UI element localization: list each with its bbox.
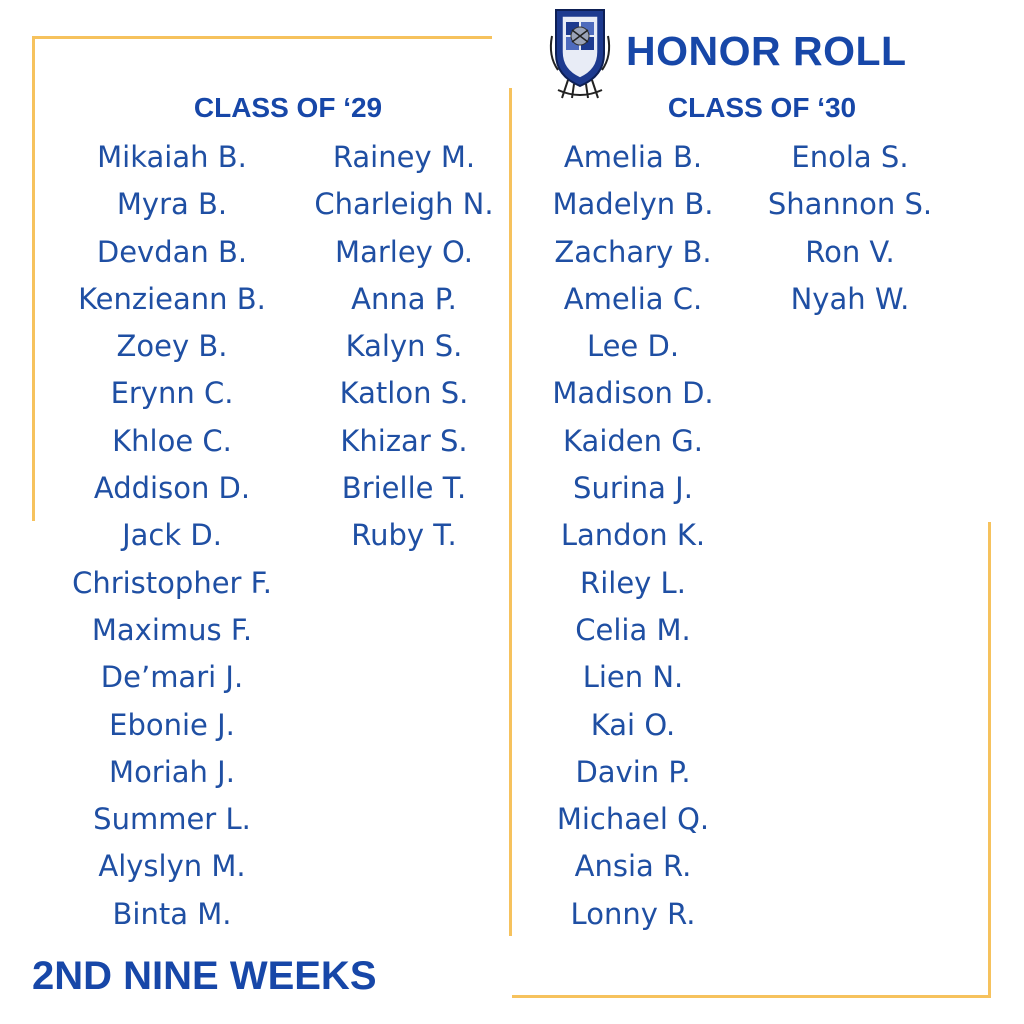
student-name: Ruby T.: [351, 518, 457, 553]
page-title: HONOR ROLL: [626, 28, 907, 74]
student-name: Davin P.: [575, 754, 691, 789]
class-30-list-col2: [768, 134, 932, 323]
student-name: Summer L.: [93, 802, 251, 837]
frame-right: [988, 522, 991, 998]
student-name: Zachary B.: [554, 234, 712, 269]
student-name: Katlon S.: [339, 376, 469, 411]
student-name: Lien N.: [582, 660, 684, 695]
student-name: Zoey B.: [116, 329, 228, 364]
student-name: Binta M.: [112, 896, 232, 931]
class-29-list-col1: [72, 134, 272, 938]
student-name: Madelyn B.: [552, 187, 714, 222]
student-name: Alyslyn M.: [98, 849, 246, 884]
student-name: Amelia B.: [563, 140, 703, 174]
student-name: Lee D.: [586, 329, 680, 364]
student-name: Devdan B.: [96, 234, 248, 269]
school-crest-icon: [546, 6, 614, 100]
student-name: Anna P.: [351, 281, 457, 316]
student-name: Addison D.: [93, 471, 251, 506]
class-30-heading: CLASS OF ‘30: [667, 92, 857, 123]
student-name: Ansia R.: [574, 849, 692, 884]
class-29-heading: CLASS OF ‘29: [193, 92, 383, 123]
student-name: Surina J.: [573, 471, 693, 506]
frame-bottom: [512, 995, 991, 998]
student-name: Landon K.: [560, 518, 706, 553]
student-name: Khloe C.: [112, 423, 232, 458]
student-name: Christopher F.: [72, 565, 272, 600]
student-name: Charleigh N.: [314, 187, 494, 222]
class-30-list-col1: [552, 134, 713, 938]
student-name: Erynn C.: [110, 376, 234, 411]
class-29-list-col2: [314, 134, 493, 560]
student-name: Moriah J.: [109, 754, 235, 789]
student-name: Myra B.: [116, 187, 228, 222]
student-name: Madison D.: [552, 376, 714, 411]
student-name: Ron V.: [805, 234, 895, 269]
student-name: Kalyn S.: [345, 329, 463, 364]
student-name: Brielle T.: [341, 471, 467, 506]
frame-top: [32, 36, 492, 39]
student-name: Michael Q.: [556, 802, 710, 837]
student-name: Nyah W.: [790, 281, 910, 316]
student-name: Riley L.: [580, 565, 686, 600]
student-name: Mikaiah B.: [97, 140, 247, 174]
student-name: Kenzieann B.: [78, 281, 266, 316]
student-name: Kaiden G.: [563, 423, 703, 458]
student-name: Khizar S.: [340, 423, 468, 458]
student-name: Amelia C.: [563, 281, 703, 316]
student-name: Ebonie J.: [109, 707, 235, 742]
student-name: Jack D.: [122, 518, 222, 553]
grading-period-label: 2ND NINE WEEKS: [32, 954, 377, 998]
student-name: Enola S.: [791, 140, 909, 174]
student-name: Marley O.: [335, 234, 473, 269]
student-name: Kai O.: [590, 707, 676, 742]
student-name: Lonny R.: [570, 896, 696, 931]
student-name: Shannon S.: [767, 187, 933, 222]
student-name: Rainey M.: [332, 140, 476, 174]
student-name: De’mari J.: [100, 660, 244, 695]
student-name: Celia M.: [575, 612, 691, 647]
frame-left-top: [32, 36, 35, 521]
student-name: Maximus F.: [91, 612, 253, 647]
frame-divider: [509, 88, 512, 936]
